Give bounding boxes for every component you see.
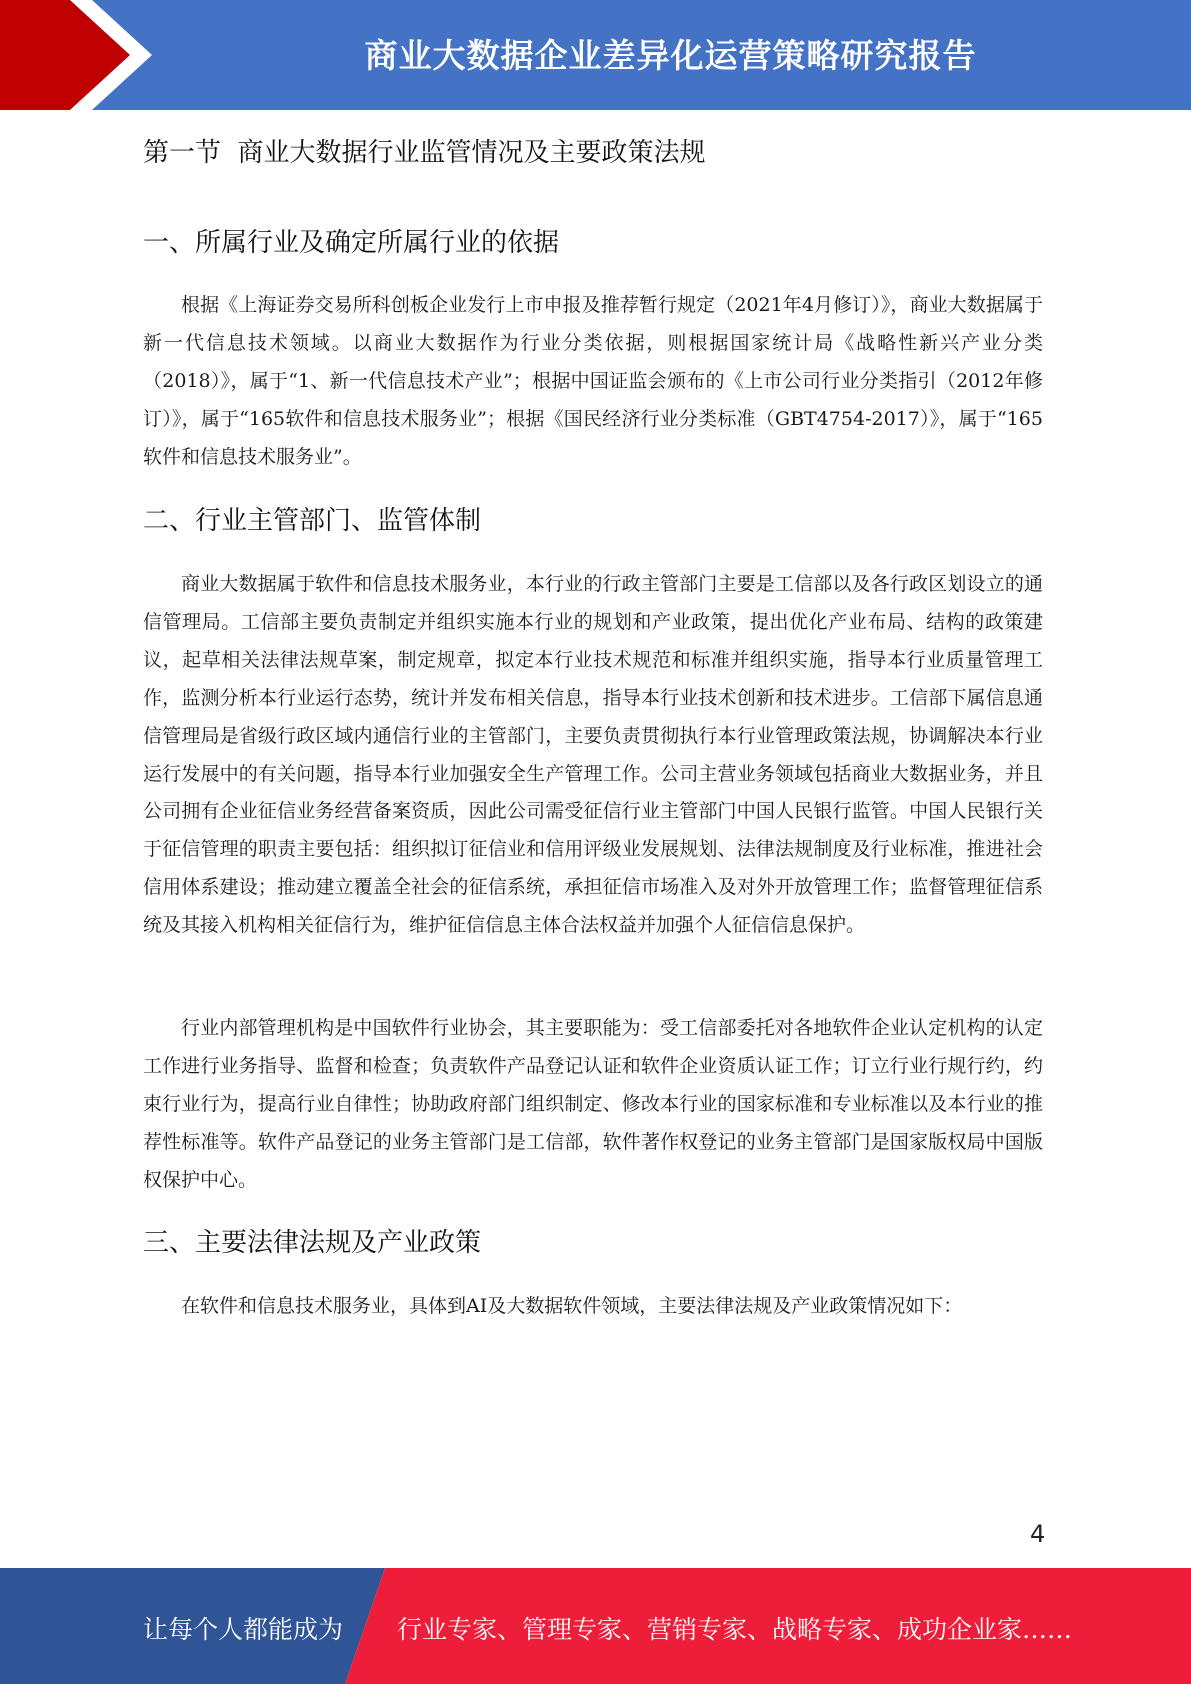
footer-banner (0, 1568, 1191, 1684)
report-title: 商业大数据企业差异化运营策略研究报告 (364, 36, 977, 75)
heading-laws-policies: 三、主要法律法规及产业政策 (143, 1228, 482, 1258)
section-title: 第一节 商业大数据行业监管情况及主要政策法规 (143, 138, 706, 168)
paragraph-industry-association: 行业内部管理机构是中国软件行业协会，其主要职能为：受工信部委托对各地软件企业认定机构的认定工作进行业务指导、监督和检查；负责软件产品登记认证和软件企业资质认证工作；订立行业行规行约，约束行业行为，提高行业自律性；协助政府部门组织制定、修改本行业的国家标准和专业标准以及本行业的推荐性标准等。软件产品登记的业务主管部门是工信部，软件著作权登记的业务主管部门是国家版权局中国版权保护中心。 (143, 1017, 1043, 1191)
header-banner (0, 0, 1191, 110)
heading-regulatory-system: 二、行业主管部门、监管体制 (143, 506, 482, 536)
heading-industry-classification: 一、所属行业及确定所属行业的依据 (143, 228, 560, 258)
page-number: 4 (1030, 1520, 1046, 1548)
paragraph-regulators: 商业大数据属于软件和信息技术服务业，本行业的行政主管部门主要是工信部以及各行政区划设立的通信管理局。工信部主要负责制定并组织实施本行业的规划和产业政策，提出优化产业布局、结构的政策建议，起草相关法律法规草案，制定规章，拟定本行业技术规范和标准并组织实施，指导本行业质量管理工作，监测分析本行业运行态势，统计并发布相关信息，指导本行业技术创新和技术进步。工信部下属信息通信管理局是省级行政区域内通信行业的主管部门，主要负责贯彻执行本行业管理政策法规，协调解决本行业运行发展中的有关问题，指导本行业加强安全生产管理工作。公司主营业务领域包括商业大数据业务，并且公司拥有企业征信业务经营备案资质，因此公司需受征信行业主管部门中国人民银行监管。中国人民银行关于征信管理的职责主要包括：组织拟订征信业和信用评级业发展规划、法律法规制度及行业标准，推进社会信用体系建设；推动建立覆盖全社会的征信系统，承担征信市场准入及对外开放管理工作；监督管理征信系统及其接入机构相关征信行为，维护征信信息主体合法权益并加强个人征信信息保护。 (143, 573, 1043, 937)
paragraph-industry-classification: 根据《上海证券交易所科创板企业发行上市申报及推荐暂行规定（2021年4月修订）》，商业大数据属于新一代信息技术领域。以商业大数据作为行业分类依据，则根据国家统计局《战略性新兴产业分类（2018）》，属于“1、新一代信息技术产业”；根据中国证监会颁布的《上市公司行业分类指引（2012年修订）》，属于“165软件和信息技术服务业”；根据《国民经济行业分类标准（GBT4754-2017）》，属于“165软件和信息技术服务业”。 (143, 294, 1043, 468)
chevron-arrow-icon (0, 0, 160, 110)
paragraph-laws-intro: 在软件和信息技术服务业，具体到AI及大数据软件领域，主要法律法规及产业政策情况如下： (181, 1295, 963, 1317)
footer-slogan-left: 让每个人都能成为 (143, 1615, 344, 1644)
footer-slogan-right: 行业专家、管理专家、营销专家、战略专家、成功企业家…… (397, 1615, 1073, 1644)
